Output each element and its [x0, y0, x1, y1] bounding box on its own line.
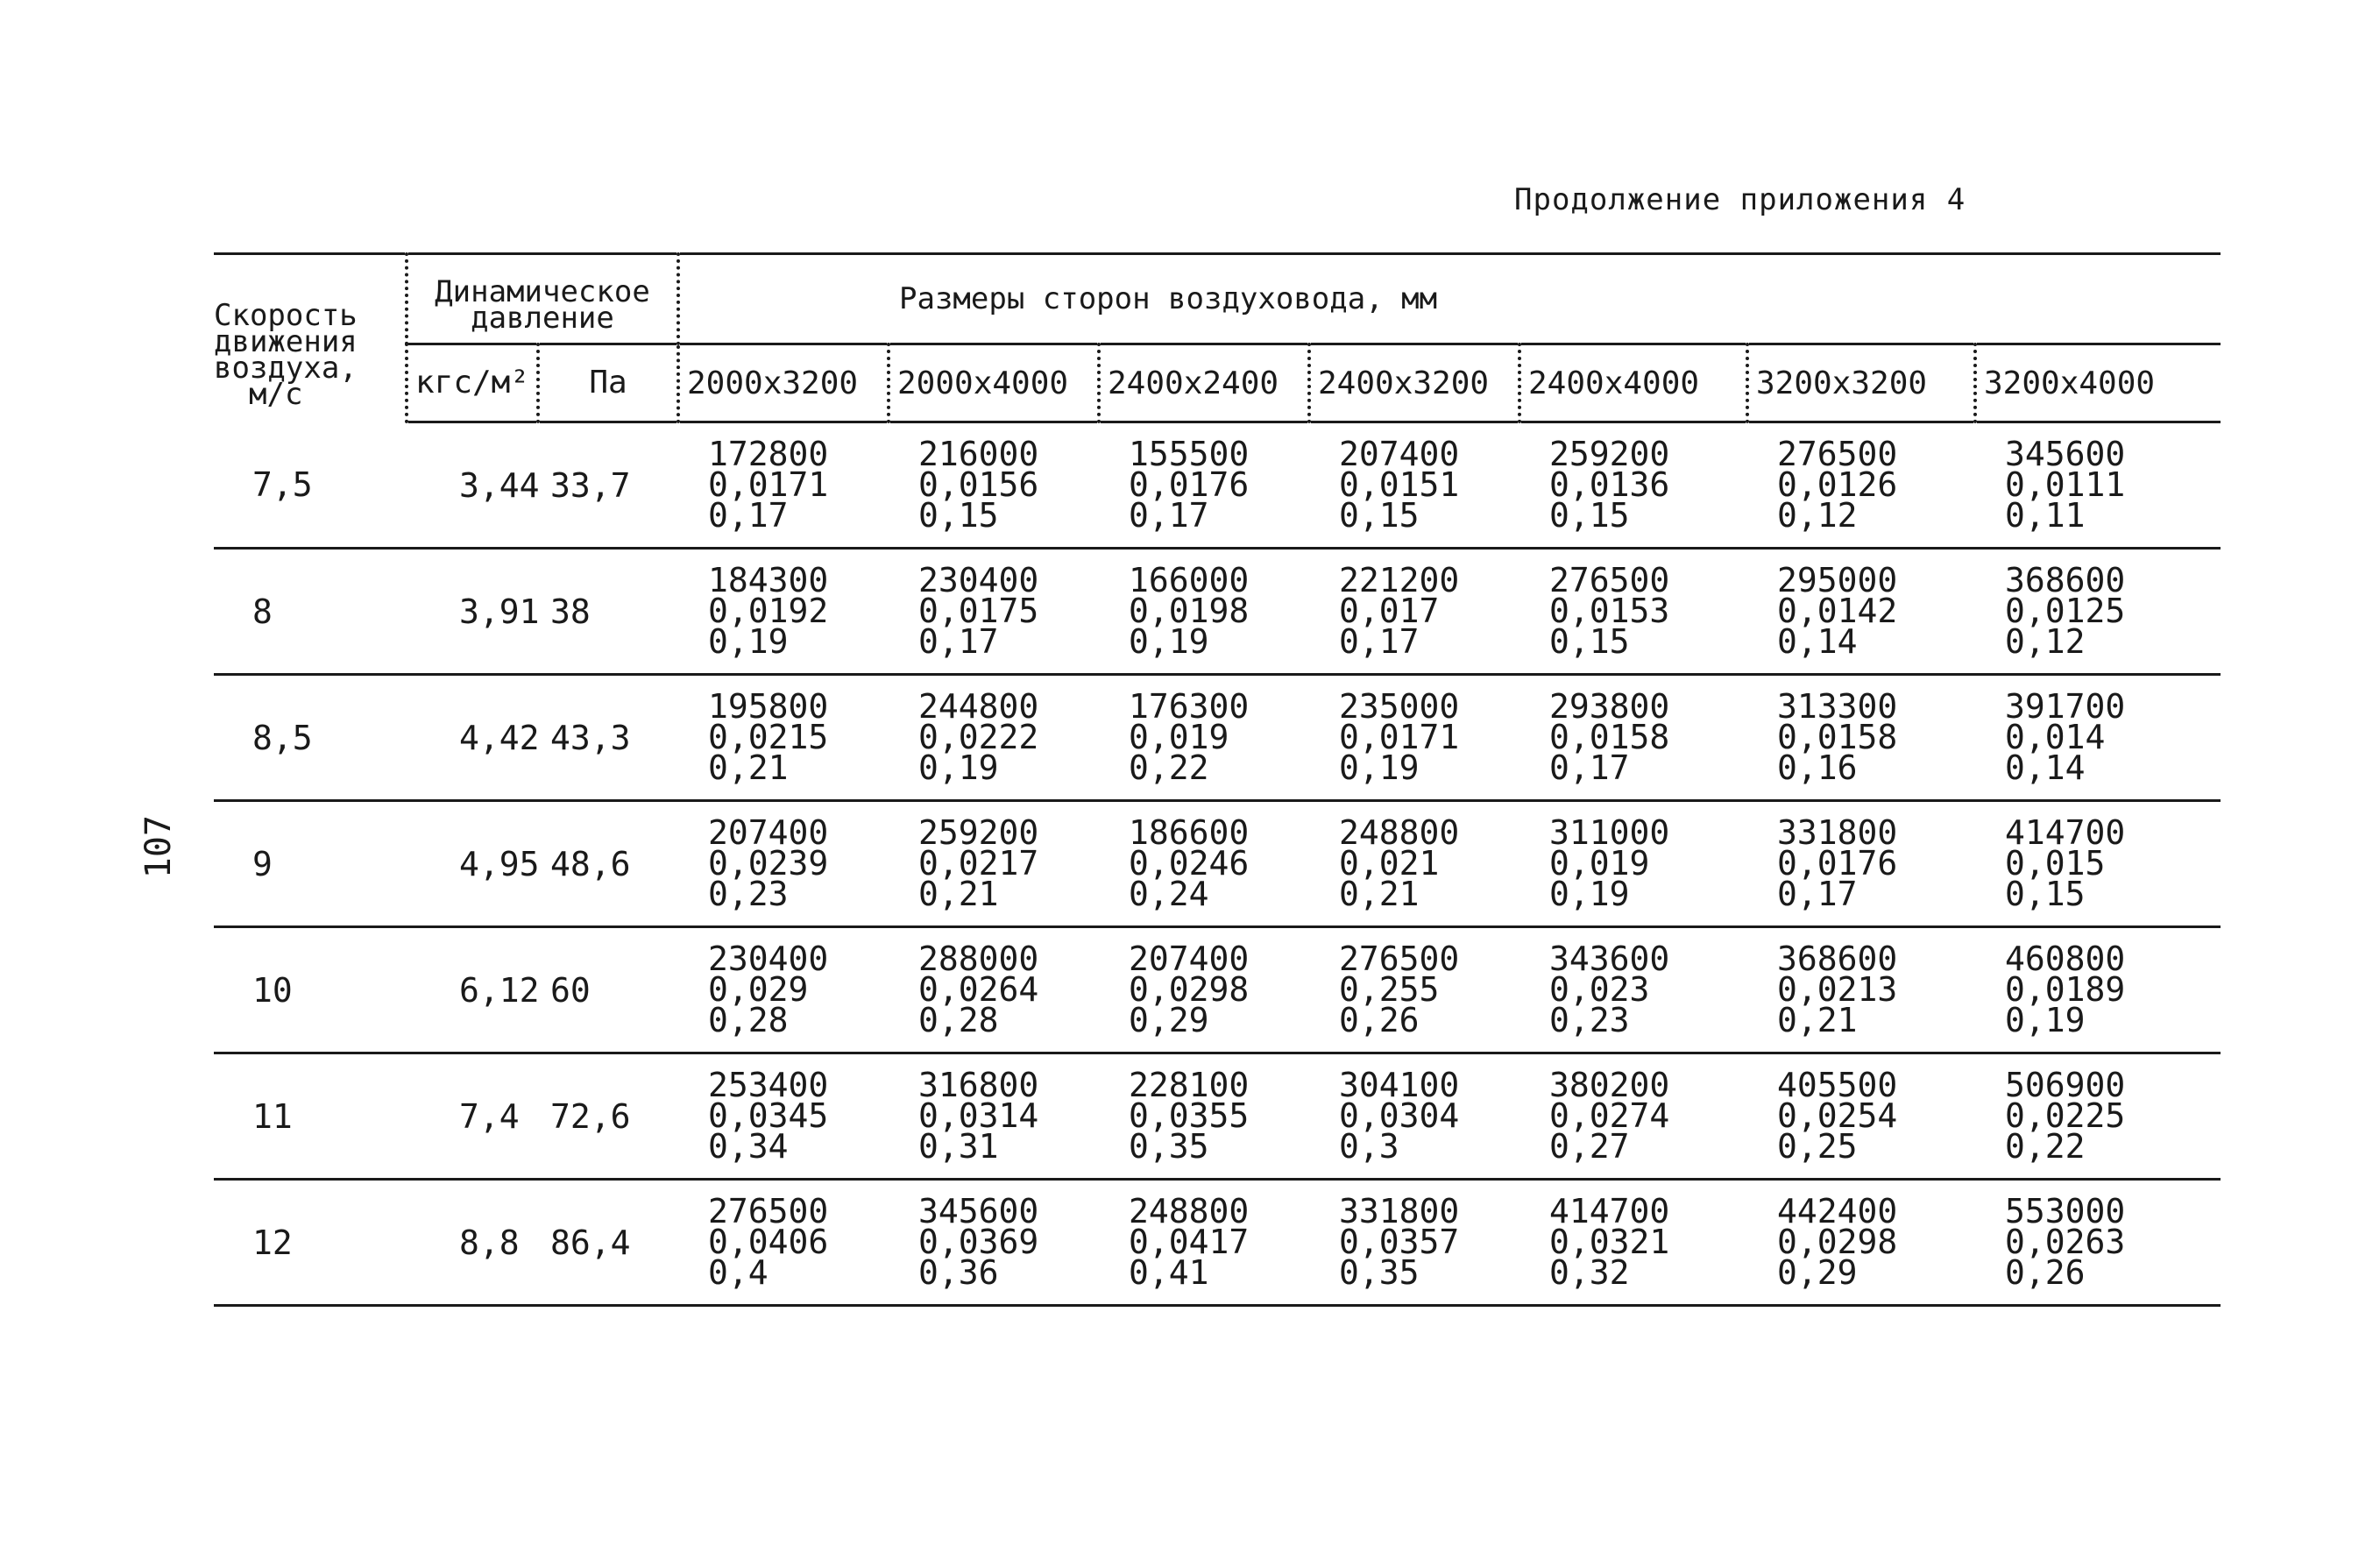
column-size-header: 2400х4000	[1519, 344, 1747, 422]
duct-value-cell	[889, 1180, 1099, 1306]
speed-header-line: движения	[214, 324, 358, 360]
duct-value-cell	[1309, 1053, 1519, 1180]
ratio-value: 0,31	[918, 1127, 999, 1166]
loss-value: 0,0189	[2005, 970, 2126, 1009]
flow-rate-value: 288000	[918, 940, 1039, 978]
pressure-pa-cell: 60	[538, 927, 678, 1053]
loss-value: 0,017	[1339, 592, 1440, 630]
pressure-pa-cell: 33,7	[538, 422, 678, 549]
loss-value: 0,023	[1549, 970, 1650, 1009]
ratio-value: 0,17	[1339, 622, 1420, 661]
duct-value-cell	[889, 549, 1099, 675]
flow-rate-value: 207400	[1129, 940, 1250, 978]
loss-value: 0,0304	[1339, 1096, 1460, 1135]
loss-value: 0,0239	[708, 844, 829, 883]
ratio-value: 0,19	[2005, 1001, 2086, 1039]
pressure-kgs-cell: 3,44	[407, 422, 538, 549]
duct-value-cell	[678, 1053, 889, 1180]
air-speed-cell: 9	[214, 801, 407, 927]
duct-value-cell	[1099, 927, 1309, 1053]
flow-rate-value: 172800	[708, 435, 829, 473]
ratio-value: 0,3	[1339, 1127, 1399, 1166]
flow-rate-value: 166000	[1129, 561, 1250, 599]
loss-value: 0,019	[1549, 844, 1650, 883]
pressure-pa-cell: 86,4	[538, 1180, 678, 1306]
ratio-value: 0,21	[708, 748, 789, 787]
ratio-value: 0,17	[918, 622, 999, 661]
duct-sizes-header: Размеры сторон воздуховода, мм	[678, 254, 2221, 344]
air-speed-cell: 10	[214, 927, 407, 1053]
flow-rate-value: 442400	[1777, 1192, 1898, 1230]
loss-value: 0,0217	[918, 844, 1039, 883]
ratio-value: 0,15	[1339, 496, 1420, 535]
ratio-value: 0,11	[2005, 496, 2086, 535]
flow-rate-value: 293800	[1549, 687, 1670, 726]
duct-value-cell	[1975, 1053, 2221, 1180]
speed-header	[214, 254, 407, 422]
duct-value-cell	[1975, 675, 2221, 801]
loss-value: 0,0274	[1549, 1096, 1670, 1135]
loss-value: 0,0176	[1129, 465, 1250, 504]
flow-rate-value: 253400	[708, 1066, 829, 1104]
flow-rate-value: 221200	[1339, 561, 1460, 599]
ratio-value: 0,28	[708, 1001, 789, 1039]
duct-value-cell	[1309, 549, 1519, 675]
ratio-value: 0,29	[1129, 1001, 1209, 1039]
pressure-kgs-cell: 6,12	[407, 927, 538, 1053]
duct-value-cell	[1519, 422, 1747, 549]
flow-rate-value: 506900	[2005, 1066, 2126, 1104]
table-row	[214, 422, 2221, 549]
loss-value: 0,0264	[918, 970, 1039, 1009]
ratio-value: 0,21	[1339, 875, 1420, 913]
ratio-value: 0,22	[1129, 748, 1209, 787]
loss-value: 0,0176	[1777, 844, 1898, 883]
table-row	[214, 801, 2221, 927]
air-speed-cell: 7,5	[214, 422, 407, 549]
loss-value: 0,0355	[1129, 1096, 1250, 1135]
duct-value-cell	[1975, 1180, 2221, 1306]
duct-value-cell	[1975, 801, 2221, 927]
speed-header-line: Скорость	[214, 298, 358, 334]
unit-pa-header: Па	[538, 344, 678, 422]
loss-value: 0,255	[1339, 970, 1440, 1009]
ratio-value: 0,17	[1777, 875, 1858, 913]
duct-value-cell	[678, 422, 889, 549]
duct-value-cell	[1747, 927, 1975, 1053]
loss-value: 0,0298	[1129, 970, 1250, 1009]
duct-value-cell	[678, 675, 889, 801]
loss-value: 0,0171	[708, 465, 829, 504]
flow-rate-value: 276500	[708, 1192, 829, 1230]
flow-rate-value: 460800	[2005, 940, 2126, 978]
ratio-value: 0,35	[1129, 1127, 1209, 1166]
pressure-pa-cell: 43,3	[538, 675, 678, 801]
flow-rate-value: 304100	[1339, 1066, 1460, 1104]
flow-rate-value: 414700	[2005, 813, 2126, 852]
flow-rate-value: 228100	[1129, 1066, 1250, 1104]
loss-value: 0,0246	[1129, 844, 1250, 883]
flow-rate-value: 276500	[1777, 435, 1898, 473]
flow-rate-value: 276500	[1339, 940, 1460, 978]
duct-value-cell	[1099, 801, 1309, 927]
loss-value: 0,0321	[1549, 1223, 1670, 1261]
pressure-kgs-cell: 8,8	[407, 1180, 538, 1306]
ratio-value: 0,24	[1129, 875, 1209, 913]
ratio-value: 0,27	[1549, 1127, 1630, 1166]
duct-value-cell	[1309, 422, 1519, 549]
loss-value: 0,0125	[2005, 592, 2126, 630]
ratio-value: 0,21	[1777, 1001, 1858, 1039]
ratio-value: 0,19	[918, 748, 999, 787]
air-speed-cell: 11	[214, 1053, 407, 1180]
column-size-header: 2000х4000	[889, 344, 1099, 422]
ratio-value: 0,15	[2005, 875, 2086, 913]
duct-value-cell	[1519, 927, 1747, 1053]
loss-value: 0,0254	[1777, 1096, 1898, 1135]
ratio-value: 0,19	[1549, 875, 1630, 913]
duct-value-cell	[1309, 675, 1519, 801]
duct-value-cell	[1099, 422, 1309, 549]
loss-value: 0,0369	[918, 1223, 1039, 1261]
ratio-value: 0,19	[1129, 622, 1209, 661]
duct-value-cell	[1747, 1053, 1975, 1180]
ratio-value: 0,14	[1777, 622, 1858, 661]
pressure-pa-cell: 48,6	[538, 801, 678, 927]
speed-header-line: воздуха,	[214, 351, 358, 386]
duct-value-cell	[678, 801, 889, 927]
duct-value-cell	[1975, 422, 2221, 549]
duct-value-cell	[1519, 801, 1747, 927]
flow-rate-value: 380200	[1549, 1066, 1670, 1104]
flow-rate-value: 313300	[1777, 687, 1898, 726]
duct-value-cell	[1747, 549, 1975, 675]
duct-value-cell	[1099, 549, 1309, 675]
flow-rate-value: 259200	[1549, 435, 1670, 473]
duct-value-cell	[1519, 675, 1747, 801]
loss-value: 0,014	[2005, 718, 2106, 756]
ratio-value: 0,19	[1339, 748, 1420, 787]
duct-value-cell	[1519, 1180, 1747, 1306]
flow-rate-value: 331800	[1777, 813, 1898, 852]
flow-rate-value: 391700	[2005, 687, 2126, 726]
duct-value-cell	[1309, 1180, 1519, 1306]
ratio-value: 0,23	[708, 875, 789, 913]
ratio-value: 0,17	[1549, 748, 1630, 787]
loss-value: 0,0175	[918, 592, 1039, 630]
loss-value: 0,0263	[2005, 1223, 2126, 1261]
flow-rate-value: 345600	[918, 1192, 1039, 1230]
flow-rate-value: 331800	[1339, 1192, 1460, 1230]
table-row	[214, 927, 2221, 1053]
flow-rate-value: 184300	[708, 561, 829, 599]
flow-rate-value: 155500	[1129, 435, 1250, 473]
flow-rate-value: 248800	[1339, 813, 1460, 852]
loss-value: 0,0417	[1129, 1223, 1250, 1261]
ratio-value: 0,22	[2005, 1127, 2086, 1166]
table-row	[214, 1053, 2221, 1180]
flow-rate-value: 195800	[708, 687, 829, 726]
ratio-value: 0,17	[1129, 496, 1209, 535]
loss-value: 0,029	[708, 970, 809, 1009]
duct-value-cell	[1309, 927, 1519, 1053]
flow-rate-value: 186600	[1129, 813, 1250, 852]
ratio-value: 0,14	[2005, 748, 2086, 787]
flow-rate-value: 230400	[918, 561, 1039, 599]
loss-value: 0,0192	[708, 592, 829, 630]
appendix-caption: Продолжение приложения 4	[1514, 182, 1966, 217]
flow-rate-value: 311000	[1549, 813, 1670, 852]
column-size-header: 2400х3200	[1309, 344, 1519, 422]
duct-value-cell	[1099, 1053, 1309, 1180]
air-speed-cell: 8	[214, 549, 407, 675]
flow-rate-value: 368600	[1777, 940, 1898, 978]
duct-value-cell	[1747, 1180, 1975, 1306]
duct-value-cell	[678, 927, 889, 1053]
loss-value: 0,0198	[1129, 592, 1250, 630]
loss-value: 0,0298	[1777, 1223, 1898, 1261]
duct-value-cell	[1099, 675, 1309, 801]
ratio-value: 0,12	[2005, 622, 2086, 661]
duct-value-cell	[1975, 549, 2221, 675]
dynamic-pressure-header: Динамическое давление	[407, 254, 678, 344]
duct-value-cell	[889, 927, 1099, 1053]
table-row	[214, 1180, 2221, 1306]
column-size-header: 2000х3200	[678, 344, 889, 422]
pressure-kgs-cell: 7,4	[407, 1053, 538, 1180]
pressure-pa-cell: 72,6	[538, 1053, 678, 1180]
ratio-value: 0,28	[918, 1001, 999, 1039]
ratio-value: 0,15	[918, 496, 999, 535]
duct-value-cell	[1099, 1180, 1309, 1306]
speed-header-line: м/с	[249, 377, 303, 413]
ratio-value: 0,35	[1339, 1253, 1420, 1292]
ratio-value: 0,23	[1549, 1001, 1630, 1039]
loss-value: 0,0357	[1339, 1223, 1460, 1261]
unit-kgs-header: кгс/м²	[407, 344, 538, 422]
duct-sizing-table	[214, 252, 2221, 1307]
duct-value-cell	[1975, 927, 2221, 1053]
flow-rate-value: 207400	[1339, 435, 1460, 473]
loss-value: 0,015	[2005, 844, 2106, 883]
ratio-value: 0,26	[1339, 1001, 1420, 1039]
table-row	[214, 675, 2221, 801]
ratio-value: 0,17	[708, 496, 789, 535]
ratio-value: 0,4	[708, 1253, 769, 1292]
ratio-value: 0,15	[1549, 622, 1630, 661]
duct-value-cell	[1519, 549, 1747, 675]
flow-rate-value: 176300	[1129, 687, 1250, 726]
duct-value-cell	[1309, 801, 1519, 927]
loss-value: 0,0142	[1777, 592, 1898, 630]
flow-rate-value: 207400	[708, 813, 829, 852]
ratio-value: 0,41	[1129, 1253, 1209, 1292]
flow-rate-value: 405500	[1777, 1066, 1898, 1104]
flow-rate-value: 368600	[2005, 561, 2126, 599]
loss-value: 0,0153	[1549, 592, 1670, 630]
pressure-pa-cell: 38	[538, 549, 678, 675]
pressure-kgs-cell: 3,91	[407, 549, 538, 675]
loss-value: 0,0225	[2005, 1096, 2126, 1135]
column-size-header: 3200х3200	[1747, 344, 1975, 422]
loss-value: 0,0158	[1549, 718, 1670, 756]
flow-rate-value: 276500	[1549, 561, 1670, 599]
loss-value: 0,0345	[708, 1096, 829, 1135]
loss-value: 0,0171	[1339, 718, 1460, 756]
flow-rate-value: 316800	[918, 1066, 1039, 1104]
loss-value: 0,021	[1339, 844, 1440, 883]
loss-value: 0,0151	[1339, 465, 1460, 504]
ratio-value: 0,32	[1549, 1253, 1630, 1292]
duct-value-cell	[1747, 675, 1975, 801]
duct-value-cell	[1747, 422, 1975, 549]
loss-value: 0,0213	[1777, 970, 1898, 1009]
duct-value-cell	[889, 801, 1099, 927]
ratio-value: 0,26	[2005, 1253, 2086, 1292]
flow-rate-value: 230400	[708, 940, 829, 978]
loss-value: 0,0136	[1549, 465, 1670, 504]
column-size-header: 3200х4000	[1975, 344, 2221, 422]
ratio-value: 0,29	[1777, 1253, 1858, 1292]
ratio-value: 0,15	[1549, 496, 1630, 535]
loss-value: 0,0156	[918, 465, 1039, 504]
duct-value-cell	[889, 1053, 1099, 1180]
pressure-kgs-cell: 4,42	[407, 675, 538, 801]
loss-value: 0,0314	[918, 1096, 1039, 1135]
flow-rate-value: 295000	[1777, 561, 1898, 599]
loss-value: 0,0215	[708, 718, 829, 756]
flow-rate-value: 235000	[1339, 687, 1460, 726]
ratio-value: 0,21	[918, 875, 999, 913]
flow-rate-value: 216000	[918, 435, 1039, 473]
flow-rate-value: 259200	[918, 813, 1039, 852]
loss-value: 0,0158	[1777, 718, 1898, 756]
flow-rate-value: 248800	[1129, 1192, 1250, 1230]
ratio-value: 0,36	[918, 1253, 999, 1292]
duct-value-cell	[678, 549, 889, 675]
table-row	[214, 549, 2221, 675]
flow-rate-value: 244800	[918, 687, 1039, 726]
flow-rate-value: 343600	[1549, 940, 1670, 978]
duct-value-cell	[889, 422, 1099, 549]
ratio-value: 0,25	[1777, 1127, 1858, 1166]
flow-rate-value: 414700	[1549, 1192, 1670, 1230]
loss-value: 0,0111	[2005, 465, 2126, 504]
loss-value: 0,0222	[918, 718, 1039, 756]
air-speed-cell: 12	[214, 1180, 407, 1306]
duct-value-cell	[1519, 1053, 1747, 1180]
loss-value: 0,0126	[1777, 465, 1898, 504]
duct-value-cell	[678, 1180, 889, 1306]
ratio-value: 0,16	[1777, 748, 1858, 787]
loss-value: 0,019	[1129, 718, 1229, 756]
duct-value-cell	[1747, 801, 1975, 927]
ratio-value: 0,34	[708, 1127, 789, 1166]
ratio-value: 0,19	[708, 622, 789, 661]
loss-value: 0,0406	[708, 1223, 829, 1261]
page-number: 107	[138, 815, 179, 879]
flow-rate-value: 345600	[2005, 435, 2126, 473]
column-size-header: 2400х2400	[1099, 344, 1309, 422]
ratio-value: 0,12	[1777, 496, 1858, 535]
duct-value-cell	[889, 675, 1099, 801]
flow-rate-value: 553000	[2005, 1192, 2126, 1230]
pressure-kgs-cell: 4,95	[407, 801, 538, 927]
air-speed-cell: 8,5	[214, 675, 407, 801]
